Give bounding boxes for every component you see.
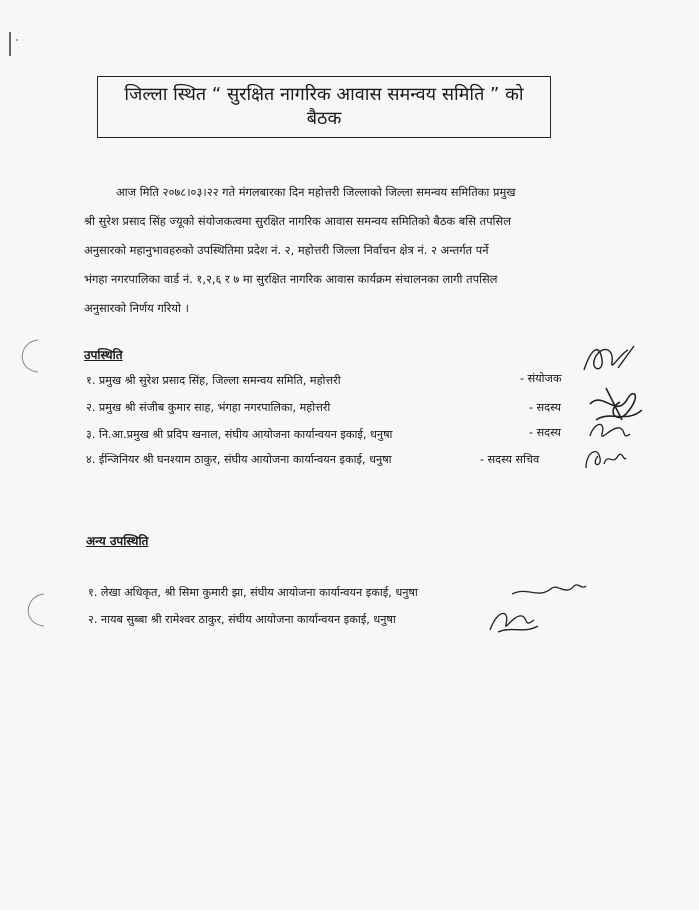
attendee-role: - सदस्य xyxy=(529,401,561,414)
other-attendee-row: २. नायब सुब्बा श्री रामेश्वर ठाकुर, संघीय आयोजना कार्यान्वयन इकाई, धनुषा xyxy=(88,613,396,626)
intro-paragraph xyxy=(84,178,630,323)
punch-hole-mark xyxy=(10,590,50,630)
intro-line: अनुसारको निर्णय गरियो । xyxy=(84,301,189,315)
attendee-role: - सदस्य xyxy=(529,426,561,439)
intro-line: अनुसारको महानुभावहरुको उपस्थितिमा प्रदेश नं. २, महोत्तरी जिल्ला निर्वाचन क्षेत्र नं. २ अन्तर्गत पर्ने xyxy=(84,243,489,257)
title-line-1: जिल्ला स्थित “ सुरक्षित नागरिक आवास समन्वय समिति ” को xyxy=(124,84,524,105)
attendance-heading: उपस्थिति xyxy=(84,348,123,362)
attendee-role: - संयोजक xyxy=(520,372,562,385)
other-attendance-heading: अन्य उपस्थिति xyxy=(86,534,149,548)
title-box xyxy=(97,76,551,138)
other-attendee-row: १. लेखा अधिकृत, श्री सिमा कुमारी झा, संघीय आयोजना कार्यान्वयन इकाई, धनुषा xyxy=(88,586,418,599)
attendee-row: १. प्रमुख श्री सुरेश प्रसाद सिंह, जिल्ला समन्वय समिति, महोत्तरी xyxy=(86,374,341,387)
intro-line: आज मिति २०७८।०३।२२ गते मंगलबारका दिन महोत्तरी जिल्लाको जिल्ला समन्वय समितिका प्रमुख xyxy=(116,185,516,199)
attendee-row: २. प्रमुख श्री संजीब कुमार साह, भंगहा नगरपालिका, महोत्तरी xyxy=(86,401,331,414)
title-line-2: बैठक xyxy=(306,108,342,129)
intro-line: श्री सुरेश प्रसाद सिंह ज्यूको संयोजकत्वमा सुरक्षित नागरिक आवास समन्वय समितिको बैठक बसि तपसिल xyxy=(84,214,511,228)
signature-1 xyxy=(578,340,638,380)
signature-6 xyxy=(484,600,544,640)
signature-4 xyxy=(578,438,628,478)
margin-mark xyxy=(4,30,24,60)
attendee-role: - सदस्य सचिव xyxy=(480,453,540,466)
attendee-row: ३. नि.आ.प्रमुख श्री प्रदिप खनाल, संघीय आयोजना कार्यान्वयन इकाई, धनुषा xyxy=(86,428,393,441)
attendee-row: ४. ईन्जिनियर श्री घनश्याम ठाकुर, संघीय आयोजना कार्यान्वयन इकाई, धनुषा xyxy=(86,453,392,466)
intro-line: भंगहा नगरपालिका वार्ड नं. १,२,६ र ७ मा सुरक्षित नागरिक आवास कार्यक्रम संचालनका लागी तपसिल xyxy=(84,272,498,286)
punch-hole-mark xyxy=(4,336,44,376)
